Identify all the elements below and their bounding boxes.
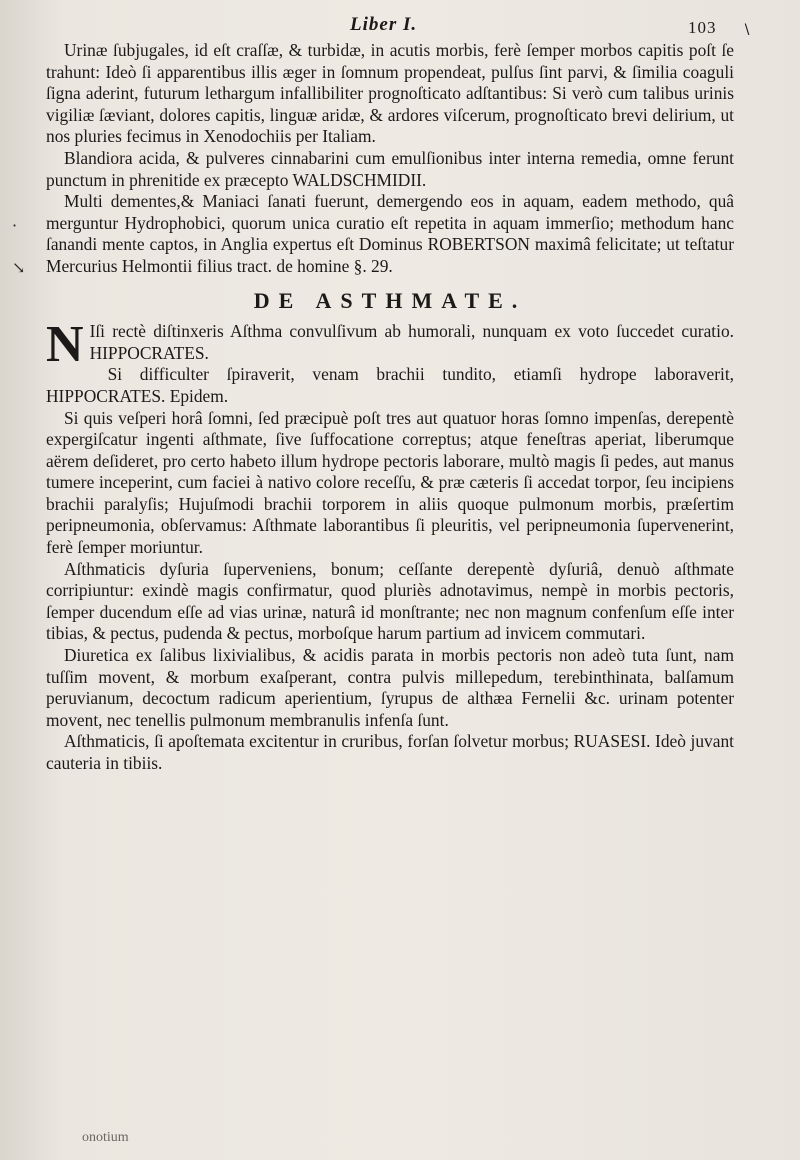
paragraph: Blandiora acida, & pulveres cinnabarini cum emulſionibus inter interna remedia, omne ferunt punctum in phrenitide ex præcepto WALDSCHMIDII. [46, 147, 734, 190]
section-title: DE ASTHMATE. [253, 287, 527, 313]
paragraph: Aſthmaticis dyſuria ſuperveniens, bonum; ceſſante derepentè dyſuriâ, denuò aſthmate corripiuntur: exindè magis confirmatur, quod pluriès adnotavimus, nempè in morbis pectoris, ſemper ducendum eſſe ad vias urinæ, naturâ id monſtrante; nec non magnum confenſum eſſe inter tibias, & pectus, pudenda & pectus, morboſque harum partium ad invicem commutari. [46, 558, 734, 644]
page-number: 103 [688, 18, 717, 37]
dropcap-letter: N [46, 316, 84, 374]
margin-dot-icon: · [12, 216, 18, 235]
dropcap-paragraph [46, 316, 734, 374]
paragraph: Aſthmaticis, ſi apoſtemata excitentur in cruribus, forſan ſolvetur morbus; RUASESI. Ideò juvant cauteria in tibiis. [46, 731, 734, 773]
paragraph: Si difficulter ſpiraverit, venam brachii tundito, etiamſi hydrope laboraverit, HIPPOCRATES. Epidem. [46, 364, 734, 406]
page-header [0, 10, 800, 44]
catchword: onotium [82, 1130, 129, 1145]
paragraph: Si quis veſperi horâ ſomni, ſed præcipuè poſt tres aut quatuor horas ſomno impenſas, derepentè expergiſcatur ingenti aſthmate, ſive ſuffocatione correptus; atque feneſtras aperiat, liberumque aërem deſideret, pro certo habeto illum hydrope pectoris laborare, multò magis ſi pedes, aut manus tumere inceperint, cum faciei à nativo colore receſſu, & præ cæteris ſi accedat torpor, ſeu incipiens brachii paralyſis; Hujuſmodi brachii torporem in aliis quoque pulmonum morbis, præſertim peripneumonia, obſervamus: Aſthmate laborantibus ſi pleuritis, vel peripneumonia ſupervenerint, ferè ſemper moriuntur. [46, 407, 734, 558]
paragraph: Diuretica ex ſalibus lixivialibus, & acidis parata in morbis pectoris non adeò tuta ſunt, nam tuſſim movent, & morbum exaſperant, contra pulvis millepedum, terebinthinata, balſamum peruvianum, decoctum radicum aperientium, ſyrupus de althæa Fernelii &c. urinam potenter movent, nec tenellis pulmonum membranulis infenſa ſunt. [46, 645, 734, 730]
margin-arrow-icon: ↘ [12, 258, 26, 277]
left-margin [4, 0, 34, 1160]
main-text [46, 40, 734, 775]
corner-mark-icon: ∖ [742, 22, 751, 38]
paragraph: Urinæ ſubjugales, id eſt craſſæ, & turbidæ, in acutis morbis, ferè ſemper morbos capitis poſt ſe trahunt: Ideò ſi apparentibus illis æger in ſomnum propendeat, pulſus ſint parvi, & ſimilia coaguli ſigna aderint, futurum lethargum infallibiliter prognoſticato adſtantibus: Si verò cum talibus urinis vigiliæ ſæviant, dolores capitis, linguæ aridæ, & ardores viſcerum, prognoſticato brevi delirium, ut nos pluries fecimus in Xenodochiis per Italiam. [46, 40, 734, 147]
paragraph: Multi dementes,& Maniaci ſanati fuerunt, demergendo eos in aquam, eadem methodo, quâ merguntur Hydrophobici, quorum unica curatio eſt repetita in aquam immerſio; methodum hanc ſanandi mente captos, in Anglia expertus eſt Dominus ROBERTSON maximâ felicitate; ut teſtatur Mercurius Helmontii filius tract. de homine §. 29. [46, 191, 734, 276]
paragraph: Iſi rectè diſtinxeris Aſthma convulſivum ab humorali, nunquam ex voto ſuccedet curatio. HIPPOCRATES. [89, 321, 734, 363]
running-head: Liber I. [350, 14, 418, 35]
